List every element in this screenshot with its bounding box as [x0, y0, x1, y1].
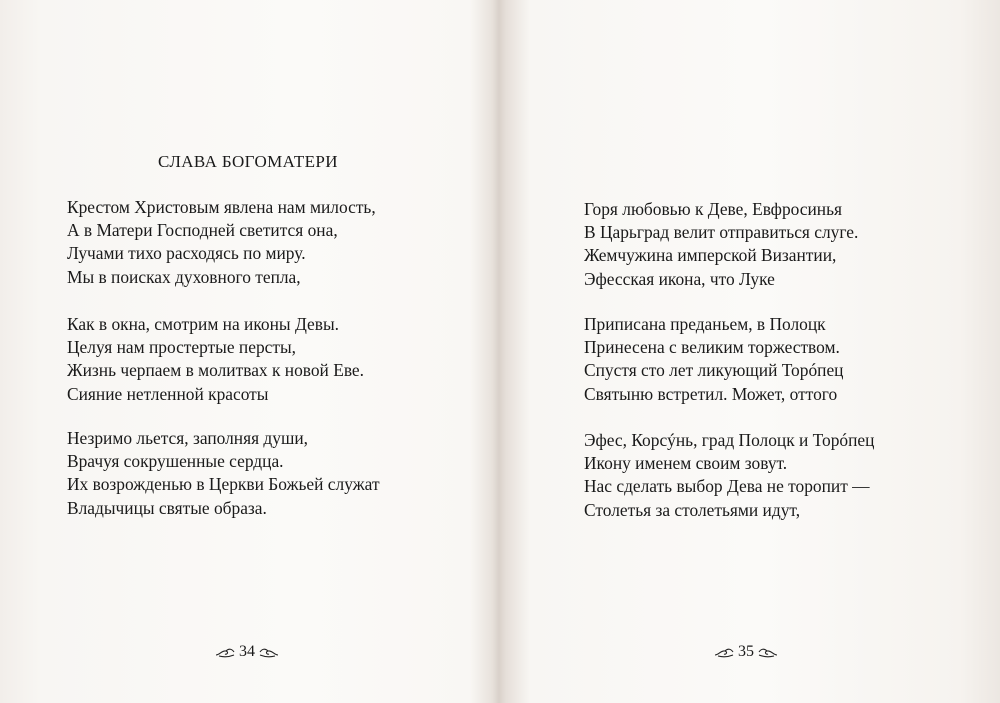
left-page — [0, 0, 497, 703]
ornament-right-icon — [259, 646, 279, 658]
stanza-3 — [67, 427, 380, 520]
verse-line: Целуя нам простертые персты, — [67, 337, 296, 358]
verse-line: Жизнь черпаем в молитвах к новой Еве. — [67, 360, 364, 381]
verse-line: Нас сделать выбор Дева не торопит — — [584, 476, 870, 497]
verse-line: Эфесская икона, что Луке — [584, 268, 775, 289]
ornament-left-icon — [215, 646, 235, 658]
verse-line: Их возрожденью в Церкви Божьей служат — [67, 474, 380, 495]
verse-line: Эфес, Корсýнь, град Полоцк и Торóпец — [584, 430, 875, 450]
verse-line: Лучами тихо расходясь по миру. — [67, 243, 306, 264]
verse-line: В Царьград велит отправиться слуге. — [584, 222, 859, 243]
stanza-1 — [584, 198, 858, 291]
ornament-right-icon — [758, 646, 778, 658]
verse-line: Владычицы святые образа. — [67, 497, 267, 518]
verse-line: Врачуя сокрушенные сердца. — [67, 451, 284, 472]
verse-line: Спустя сто лет ликующий Торóпец — [584, 360, 844, 381]
verse-line: Мы в поисках духовного тепла, — [67, 266, 301, 287]
verse-line: Незримо льется, заполняя души, — [67, 428, 309, 448]
page-number-left — [215, 643, 279, 661]
verse-line: Жемчужина имперской Византии, — [584, 245, 837, 266]
stanza-1 — [67, 196, 376, 289]
verse-line: Принесена с великим торжеством. — [584, 337, 840, 358]
verse-line: Икону именем своим зовут. — [584, 453, 788, 474]
verse-line: Как в окна, смотрим на иконы Девы. — [67, 314, 339, 334]
verse-line: Горя любовью к Деве, Евфросинья — [584, 199, 843, 219]
verse-line: Сияние нетленной красоты — [67, 383, 269, 404]
verse-line: Столетья за столетьями идут, — [584, 499, 801, 520]
stanza-2 — [67, 313, 364, 406]
verse-line: Приписана преданьем, в Полоцк — [584, 314, 826, 334]
page-number: 35 — [738, 643, 754, 660]
verse-line: А в Матери Господней светится она, — [67, 220, 338, 241]
right-page — [503, 0, 1000, 703]
page-number: 34 — [239, 643, 255, 660]
poem-title: СЛАВА БОГОМАТЕРИ — [158, 152, 338, 171]
stanza-3 — [584, 429, 874, 522]
verse-line: Крестом Христовым явлена нам милость, — [67, 197, 376, 217]
ornament-left-icon — [714, 646, 734, 658]
verse-line: Святыню встретил. Может, оттого — [584, 383, 838, 404]
page-number-right — [714, 643, 778, 661]
stanza-2 — [584, 313, 843, 406]
